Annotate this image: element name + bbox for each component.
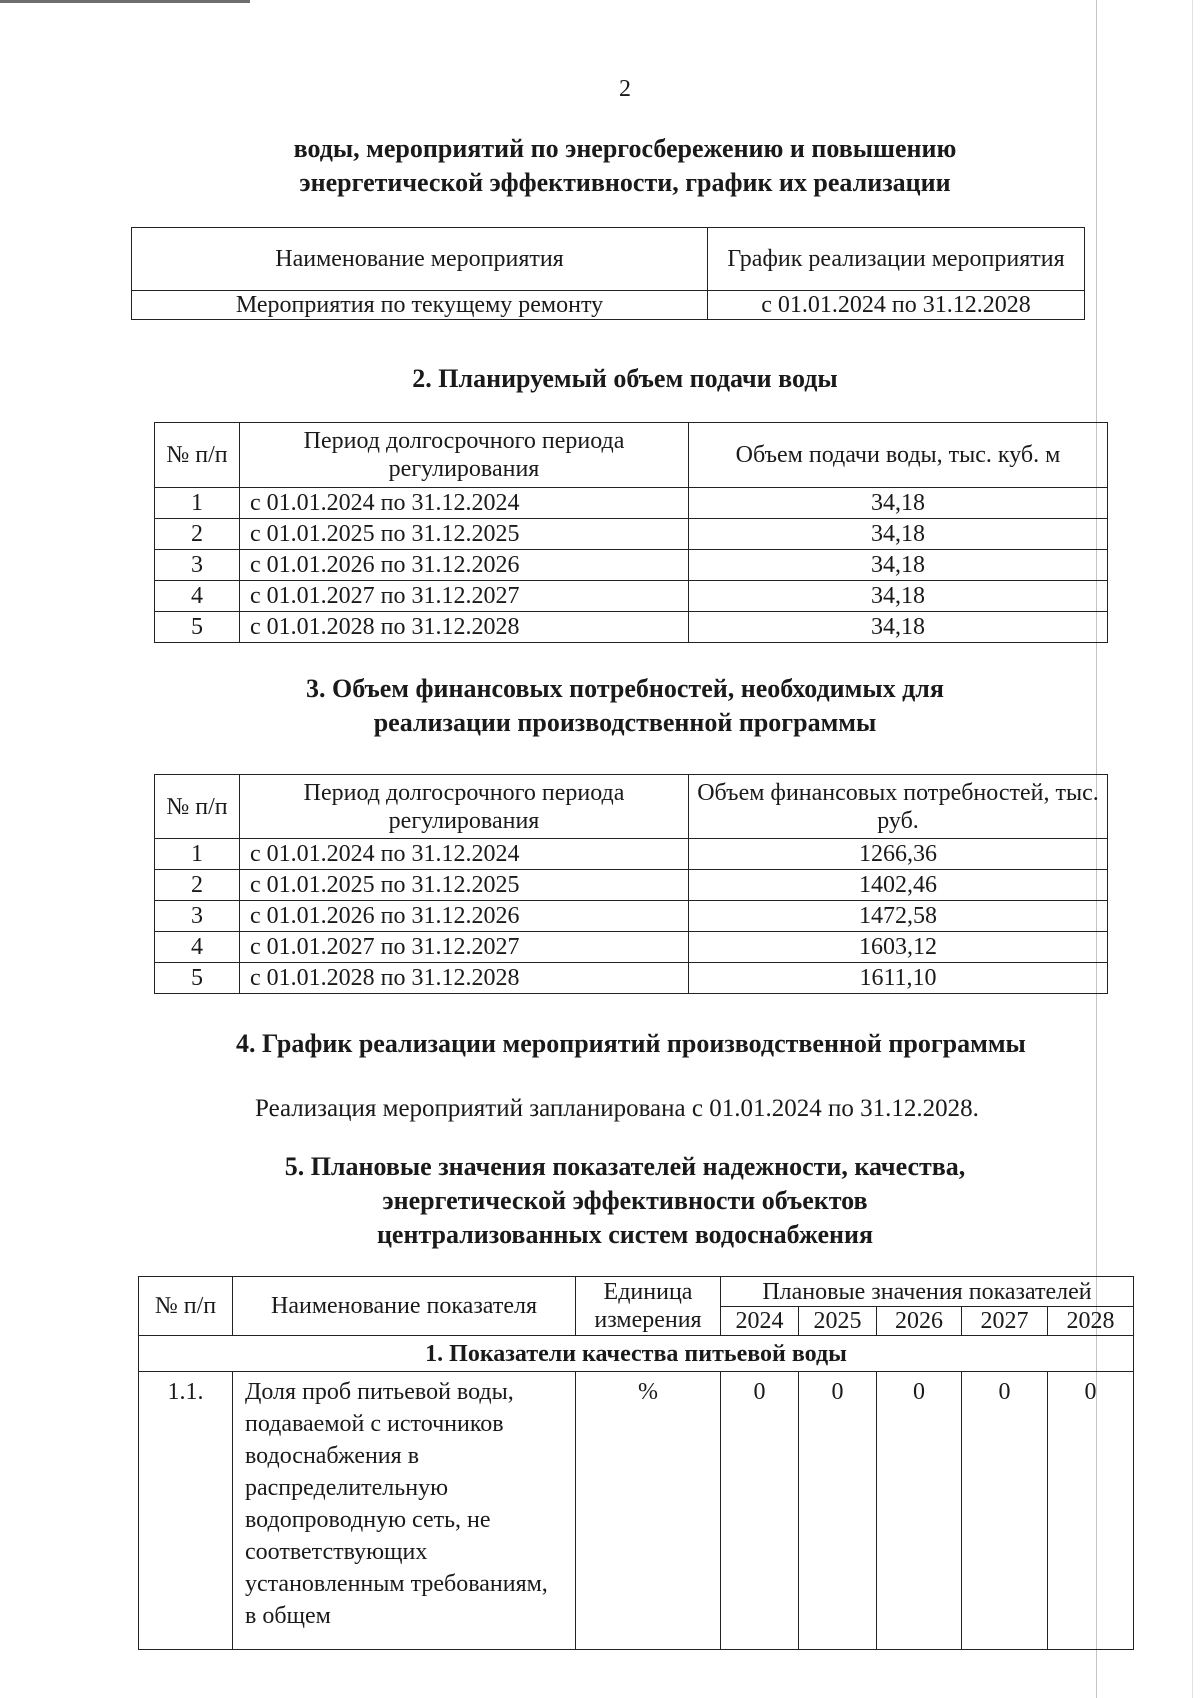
scan-edge-line xyxy=(1192,0,1193,1698)
indicators-header-name: Наименование показателя xyxy=(233,1277,576,1336)
section4-text: Реализация мероприятий запланирована с 01.01.2024 по 31.12.2028. xyxy=(255,1095,979,1122)
row-num: 1 xyxy=(155,488,240,519)
row-num: 5 xyxy=(155,963,240,994)
row-period: с 01.01.2025 по 31.12.2025 xyxy=(240,870,689,901)
row-period: с 01.01.2026 по 31.12.2026 xyxy=(240,901,689,932)
page-number: 2 xyxy=(619,76,631,102)
year-2026: 2026 xyxy=(877,1307,962,1336)
table-row xyxy=(139,1372,1134,1650)
section3-title-line1: 3. Объем финансовых потребностей, необходимых для xyxy=(306,674,944,703)
intro-heading-line1: воды, мероприятий по энергосбережению и повышению xyxy=(293,134,957,163)
row-volume: 34,18 xyxy=(689,488,1108,519)
section3-title xyxy=(0,672,1200,740)
finance-header-volume: Объем финансовых потребностей, тыс. руб. xyxy=(689,775,1108,839)
activities-table xyxy=(131,227,1085,320)
row-amount: 1611,10 xyxy=(689,963,1108,994)
row-period: с 01.01.2027 по 31.12.2027 xyxy=(240,932,689,963)
row-num: 3 xyxy=(155,901,240,932)
activities-header-schedule: График реализации мероприятия xyxy=(708,228,1085,291)
row-num: 3 xyxy=(155,550,240,581)
table-row xyxy=(155,550,1108,581)
row-num: 1 xyxy=(155,839,240,870)
row-period: с 01.01.2027 по 31.12.2027 xyxy=(240,581,689,612)
indicator-num: 1.1. xyxy=(139,1372,233,1650)
section5-title xyxy=(0,1150,1200,1252)
row-amount: 1603,12 xyxy=(689,932,1108,963)
row-amount: 1402,46 xyxy=(689,870,1108,901)
subsection-title: 1. Показатели качества питьевой воды xyxy=(139,1336,1134,1372)
row-period: с 01.01.2024 по 31.12.2024 xyxy=(240,839,689,870)
row-num: 5 xyxy=(155,612,240,643)
indicators-table xyxy=(138,1276,1134,1650)
year-2028: 2028 xyxy=(1048,1307,1134,1336)
water-header-volume: Объем подачи воды, тыс. куб. м xyxy=(689,423,1108,488)
row-period: с 01.01.2025 по 31.12.2025 xyxy=(240,519,689,550)
table-row xyxy=(155,519,1108,550)
year-2024: 2024 xyxy=(721,1307,799,1336)
row-period: с 01.01.2024 по 31.12.2024 xyxy=(240,488,689,519)
indicator-value-2026: 0 xyxy=(877,1372,962,1650)
activities-header-name: Наименование мероприятия xyxy=(132,228,708,291)
activity-name: Мероприятия по текущему ремонту xyxy=(132,291,708,320)
row-period: с 01.01.2028 по 31.12.2028 xyxy=(240,963,689,994)
section3-title-line2: реализации производственной программы xyxy=(373,708,877,737)
row-period: с 01.01.2026 по 31.12.2026 xyxy=(240,550,689,581)
intro-heading-line2: энергетической эффективности, график их реализации xyxy=(299,168,951,197)
section4-title: 4. График реализации мероприятий производственной программы xyxy=(236,1029,1026,1058)
financial-needs-table xyxy=(154,774,1108,994)
section5-title-line1: 5. Плановые значения показателей надежности, качества, xyxy=(284,1152,966,1181)
indicator-value-2024: 0 xyxy=(721,1372,799,1650)
finance-header-num: № п/п xyxy=(155,775,240,839)
section2-title: 2. Планируемый объем подачи воды xyxy=(412,364,838,393)
finance-header-period: Период долгосрочного периода регулирования xyxy=(240,775,689,839)
table-row xyxy=(132,291,1085,320)
indicators-header-plan: Плановые значения показателей xyxy=(721,1277,1134,1307)
year-2027: 2027 xyxy=(962,1307,1048,1336)
table-row xyxy=(155,581,1108,612)
intro-heading xyxy=(0,132,1200,200)
table-row xyxy=(155,612,1108,643)
water-header-num: № п/п xyxy=(155,423,240,488)
indicator-name: Доля проб питьевой воды, подаваемой с источников водоснабжения в распределительную водопроводную сеть, не соответствующих установленным требованиям, в общем xyxy=(233,1372,576,1650)
water-volume-table xyxy=(154,422,1108,643)
row-volume: 34,18 xyxy=(689,581,1108,612)
section5-title-line2: энергетической эффективности объектов xyxy=(382,1186,868,1215)
indicators-header-unit: Единица измерения xyxy=(576,1277,721,1336)
row-amount: 1472,58 xyxy=(689,901,1108,932)
table-row xyxy=(155,932,1108,963)
row-volume: 34,18 xyxy=(689,550,1108,581)
row-num: 2 xyxy=(155,519,240,550)
activity-schedule: с 01.01.2024 по 31.12.2028 xyxy=(708,291,1085,320)
indicator-unit: % xyxy=(576,1372,721,1650)
year-2025: 2025 xyxy=(799,1307,877,1336)
table-row xyxy=(155,839,1108,870)
scan-edge-mark xyxy=(0,0,250,3)
row-num: 4 xyxy=(155,932,240,963)
indicators-header-num: № п/п xyxy=(139,1277,233,1336)
row-volume: 34,18 xyxy=(689,519,1108,550)
row-num: 4 xyxy=(155,581,240,612)
table-row xyxy=(155,901,1108,932)
indicator-value-2025: 0 xyxy=(799,1372,877,1650)
water-header-period: Период долгосрочного периода регулирования xyxy=(240,423,689,488)
indicator-value-2028: 0 xyxy=(1048,1372,1134,1650)
table-row xyxy=(155,870,1108,901)
row-period: с 01.01.2028 по 31.12.2028 xyxy=(240,612,689,643)
section5-title-line3: централизованных систем водоснабжения xyxy=(376,1220,874,1249)
table-row xyxy=(155,963,1108,994)
indicator-value-2027: 0 xyxy=(962,1372,1048,1650)
row-num: 2 xyxy=(155,870,240,901)
row-volume: 34,18 xyxy=(689,612,1108,643)
row-amount: 1266,36 xyxy=(689,839,1108,870)
table-row xyxy=(155,488,1108,519)
